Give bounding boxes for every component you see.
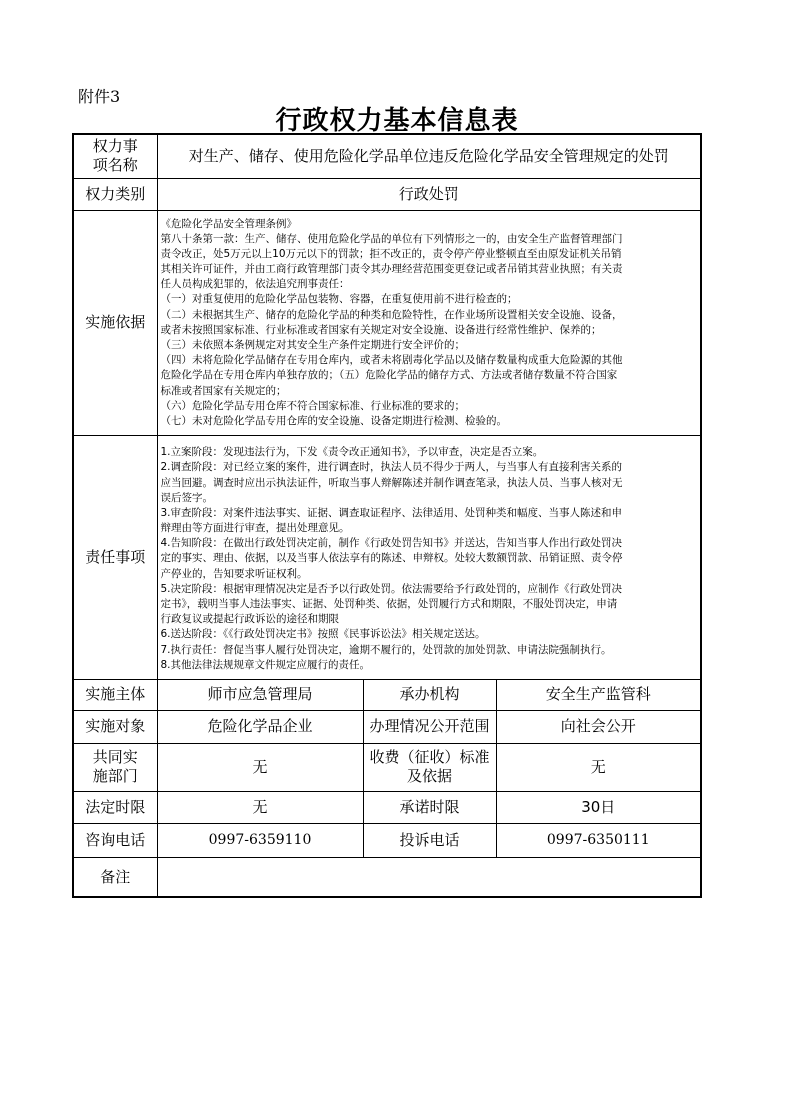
duty-line: 5.决定阶段：根据审理情况决定是否予以行政处罚。依法需要给予行政处罚的，应制作《行政处罚决 <box>160 582 623 595</box>
joint-label: 共同实施部门 <box>73 743 157 791</box>
complaint-label: 投诉电话 <box>363 823 496 857</box>
basis-line: 任人员构成犯罪的，依法追究刑事责任： <box>160 278 350 291</box>
basis-line: 《危险化学品安全管理条例》 <box>160 217 297 230</box>
basis-line: （一）对重复使用的危险化学品包装物、容器，在重复使用前不进行检查的； <box>160 293 518 306</box>
fee-value: 无 <box>496 743 701 791</box>
duty-line: 2.调查阶段：对已经立案的案件，进行调查时，执法人员不得少于两人，与当事人有直接利害关系的 <box>160 461 623 474</box>
basis-line: 或者未按照国家标准、行业标准或者国家有关规定对安全设施、设备进行经常性维护、保养的； <box>160 323 602 336</box>
duty-line: 1.立案阶段：发现违法行为，下发《责令改正通知书》，予以审查，决定是否立案。 <box>160 446 544 459</box>
basis-line: （七）未对危险化学品专用仓库的安全设施、设备定期进行检测、检验的。 <box>160 414 507 427</box>
object-label: 实施对象 <box>73 710 157 743</box>
duty-line: 误后签字。 <box>160 491 213 504</box>
remark-label: 备注 <box>73 857 157 897</box>
name-label: 权力事项名称 <box>73 134 157 178</box>
basis-line: 第八十条第一款：生产、储存、使用危险化学品的单位有下列情形之一的，由安全生产监督管理部门 <box>160 232 623 245</box>
duty-line: 行政复议或提起行政诉讼的途径和期限 <box>160 613 339 626</box>
joint-value: 无 <box>157 743 363 791</box>
row-remark <box>73 857 701 897</box>
row-subject <box>73 679 701 710</box>
row-duty <box>73 436 701 680</box>
row-joint <box>73 743 701 791</box>
agency-label: 承办机构 <box>363 679 496 710</box>
complaint-value: 0997-6350111 <box>496 823 701 857</box>
subject-value: 师市应急管理局 <box>157 679 363 710</box>
info-table <box>72 133 702 898</box>
row-name <box>73 134 701 178</box>
name-value: 对生产、储存、使用危险化学品单位违反危险化学品安全管理规定的处罚 <box>157 134 701 178</box>
disclosure-label: 办理情况公开范围 <box>363 710 496 743</box>
row-time <box>73 791 701 823</box>
legal-time-label: 法定时限 <box>73 791 157 823</box>
disclosure-value: 向社会公开 <box>496 710 701 743</box>
duty-label: 责任事项 <box>73 436 157 680</box>
attachment-label: 附件3 <box>78 87 121 106</box>
basis-line: （六）危险化学品专用仓库不符合国家标准、行业标准的要求的； <box>160 399 465 412</box>
basis-line: （四）未将危险化学品储存在专用仓库内，或者未将剧毒化学品以及储存数量构成重大危险源的其他 <box>160 354 623 367</box>
object-value: 危险化学品企业 <box>157 710 363 743</box>
duty-line: 辩理由等方面进行审查，提出处理意见。 <box>160 522 350 535</box>
agency-value: 安全生产监管科 <box>496 679 701 710</box>
basis-line: 危险化学品在专用仓库内单独存放的；（五）危险化学品的储存方式、方法或者储存数量不符合国家 <box>160 369 618 382</box>
basis-line: 责令改正，处5万元以上10万元以下的罚款；拒不改正的，责令停产停业整顿直至由原发证机关吊销 <box>160 247 622 260</box>
basis-line: （二）未根据其生产、储存的危险化学品的种类和危险特性，在作业场所设置相关安全设施、设备， <box>160 308 623 321</box>
duty-line: 7.执行责任：督促当事人履行处罚决定，逾期不履行的，处罚款的加处罚款、申请法院强制执行。 <box>160 643 612 656</box>
basis-line: （三）未依照本条例规定对其安全生产条件定期进行安全评价的； <box>160 339 465 351</box>
duty-line: 定书》，载明当事人违法事实、证据、处罚种类、依据，处罚履行方式和期限，不服处罚决定，申请 <box>160 598 618 610</box>
row-type <box>73 178 701 210</box>
row-basis <box>73 210 701 436</box>
basis-text <box>157 210 701 436</box>
basis-line: 标准或者国家有关规定的； <box>160 384 287 397</box>
promise-time-label: 承诺时限 <box>363 791 496 823</box>
type-value: 行政处罚 <box>157 178 701 210</box>
legal-time-value: 无 <box>157 791 363 823</box>
phone-value: 0997-6359110 <box>157 823 363 857</box>
subject-label: 实施主体 <box>73 679 157 710</box>
duty-line: 6.送达阶段：《《行政处罚决定书》按照《民事诉讼法》相关规定送达。 <box>160 628 486 641</box>
row-phone <box>73 823 701 857</box>
duty-line: 应当回避。调查时应出示执法证件，听取当事人辩解陈述并制作调查笔录，执法人员、当事人核对无 <box>160 476 623 489</box>
row-object <box>73 710 701 743</box>
duty-text <box>157 436 701 680</box>
duty-line: 4.告知阶段：在做出行政处罚决定前，制作《行政处罚告知书》并送达，告知当事人作出行政处罚决 <box>160 537 623 550</box>
duty-line: 产停业的，告知要求听证权利。 <box>160 567 308 580</box>
basis-line: 其相关许可证件，并由工商行政管理部门责令其办理经营范围变更登记或者吊销其营业执照；有关责 <box>160 263 623 276</box>
fee-label: 收费（征收）标准及依据 <box>363 743 496 791</box>
phone-label: 咨询电话 <box>73 823 157 857</box>
basis-label: 实施依据 <box>73 210 157 436</box>
type-label: 权力类别 <box>73 178 157 210</box>
duty-line: 8.其他法律法规规章文件规定应履行的责任。 <box>160 658 371 671</box>
duty-line: 3.审查阶段：对案件违法事实、证据、调查取证程序、法律适用、处罚种类和幅度、当事人陈述和申 <box>160 506 623 519</box>
duty-line: 定的事实、理由、依据，以及当事人依法享有的陈述、申辩权。处较大数额罚款、吊销证照、责令停 <box>160 552 623 565</box>
page-title: 行政权力基本信息表 <box>275 106 519 136</box>
remark-value <box>157 857 701 897</box>
promise-time-value: 30日 <box>496 791 701 823</box>
